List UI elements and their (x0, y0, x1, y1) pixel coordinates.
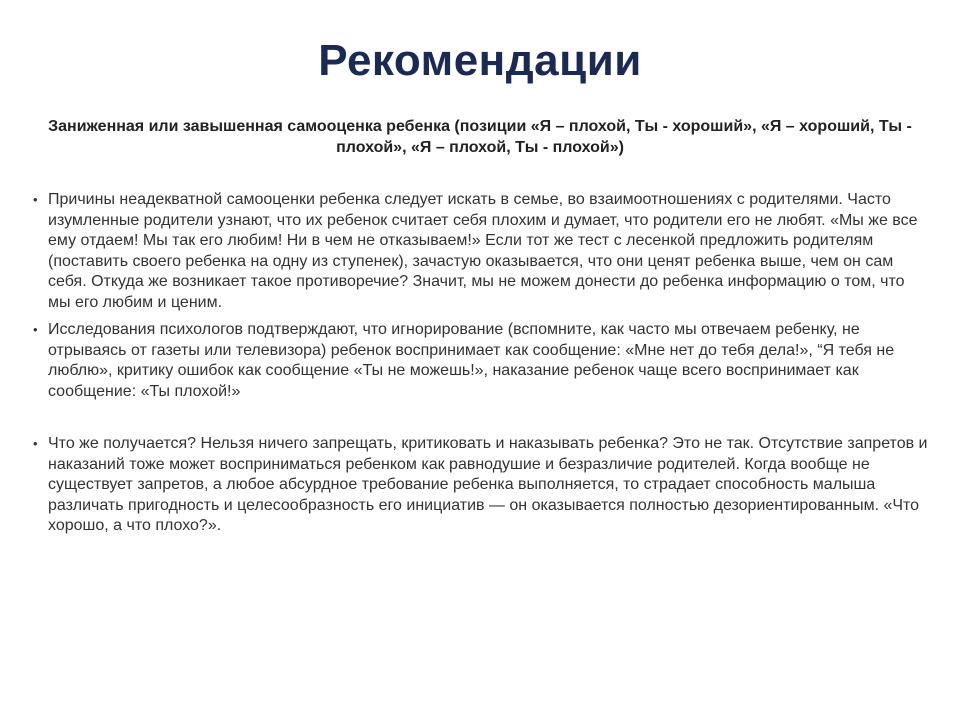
bullet-item-causes (30, 190, 930, 313)
bullet-text: Исследования психологов подтверждают, что игнорирование (вспомните, как часто мы отвечаем ребенку, не отрываясь от газеты или телевизора) ребенок воспринимает как сообщение: «Мне нет до тебя дела!», “Я тебя не люблю», критику ошибок как сообщение «Ты не можешь!», наказание ребенок чаще всего воспринимает как сообщение: «Ты плохой!» (48, 321, 895, 400)
bullet-icon: • (33, 192, 38, 207)
bullet-text: Что же получается? Нельзя ничего запрещать, критиковать и наказывать ребенка? Это не так. Отсутствие запретов и наказаний тоже может восприниматься ребенком как равнодушие и безразличие родителей. Когда вообще не существует запретов, а любое абсурдное требование ребенка выполняется, то страдает способность малыша различать пригодность и целесообразность его инициатив — он оказывается полностью дезориентированным. «Что хорошо, а что плохо?». (48, 435, 928, 534)
bullet-list (30, 190, 930, 537)
bullet-icon: • (33, 322, 38, 337)
slide-title: Рекомендации (318, 36, 642, 85)
bullet-text: Причины неадекватной самооценки ребенка следует искать в семье, во взаимоотношениях с родителями. Часто изумленные родители узнают, что их ребенок считает себя плохим и думает, что родители его не любят. «Мы же все ему отдаем! Мы так его любим! Ни в чем не отказываем!» Если тот же тест с лесенкой предложить родителям (поставить своего ребенка на одну из ступенек), зачастую оказывается, что они ценят ребенка выше, чем он сам себя. Откуда же возникает такое противоречие? Значит, мы не можем донести до ребенка информацию о том, что мы его любим и ценим. (48, 191, 918, 311)
slide-subtitle: Заниженная или завышенная самооценка ребенка (позиции «Я – плохой, Ты - хороший», «Я – хороший, Ты - плохой», «Я – плохой, Ты - плохой») (48, 118, 912, 156)
bullet-icon: • (33, 436, 38, 451)
bullet-item-research (30, 320, 930, 402)
bullet-item-conclusion (30, 434, 930, 537)
